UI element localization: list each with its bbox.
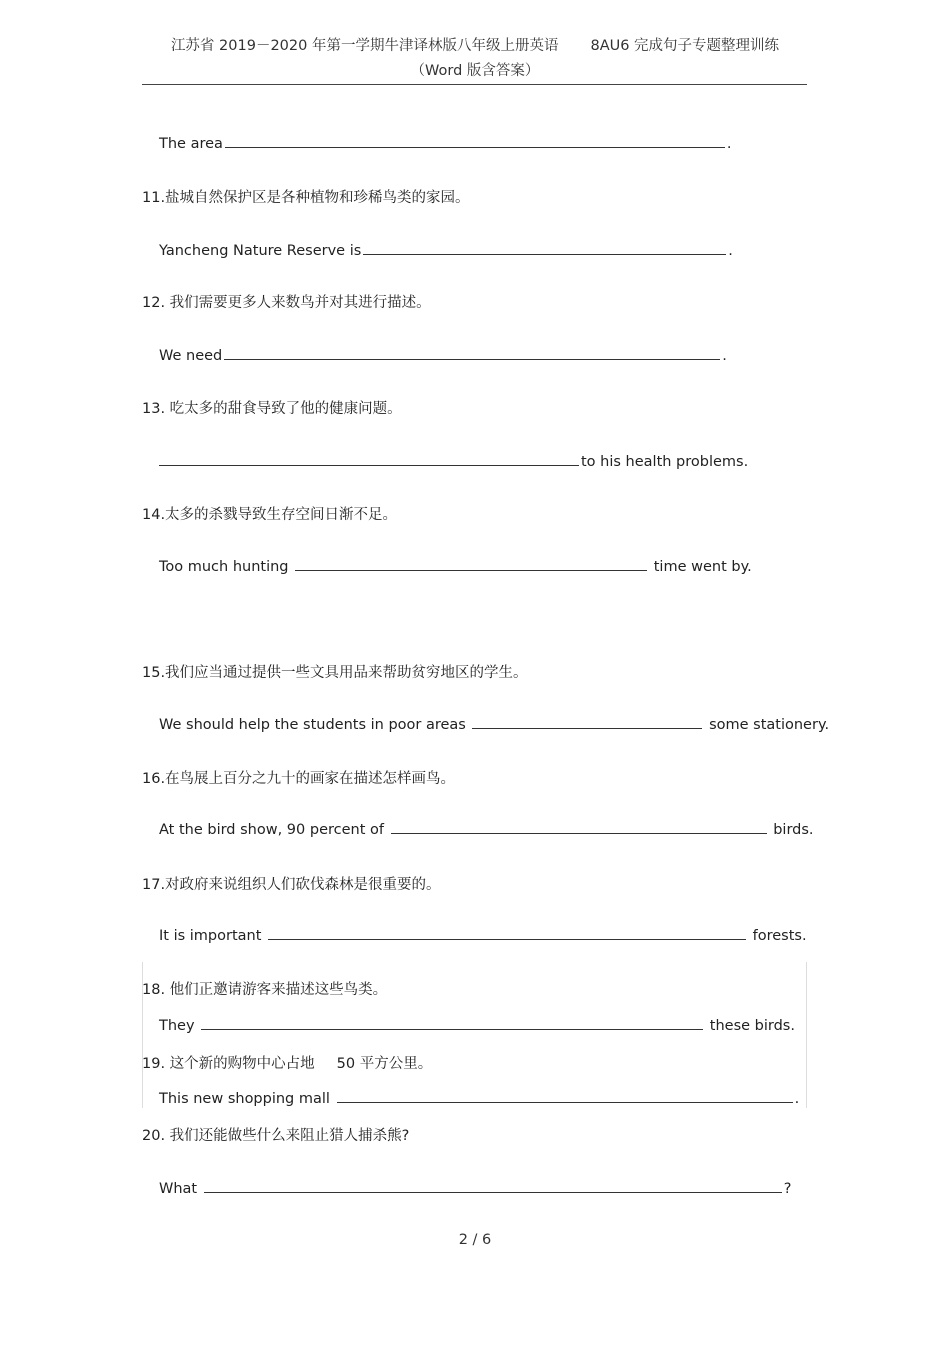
header-title-part1: 江苏省 2019－2020 年第一学期牛津译林版八年级上册英语: [170, 38, 559, 54]
answer-line-17: [159, 925, 807, 944]
answer-line-14: [159, 556, 752, 575]
answer-13-blank[interactable]: [159, 451, 579, 466]
answer-10-suffix: .: [726, 136, 732, 152]
answer-10-prefix: The area: [159, 136, 223, 152]
answer-13-suffix: to his health problems.: [581, 454, 749, 470]
page-number: 2 / 6: [458, 1232, 492, 1248]
answer-12-suffix: .: [722, 348, 727, 364]
question-18: 18. 他们正邀请游客来描述这些鸟类。: [142, 982, 388, 998]
answer-19-prefix: This new shopping mall: [159, 1091, 330, 1107]
answer-19-blank[interactable]: [337, 1088, 793, 1103]
question-12: 12. 我们需要更多人来数鸟并对其进行描述。: [142, 295, 431, 311]
question-13: 13. 吃太多的甜食导致了他的健康问题。: [142, 401, 402, 417]
header-divider: [142, 84, 807, 85]
answer-20-prefix: What: [159, 1181, 198, 1197]
answer-line-15: [159, 714, 829, 733]
box-right-border: [806, 962, 807, 1108]
question-15: 15.我们应当通过提供一些文具用品来帮助贫穷地区的学生。: [142, 665, 528, 681]
answer-line-12: [159, 345, 727, 364]
answer-18-suffix: these birds.: [709, 1018, 795, 1034]
answer-18-prefix: They: [159, 1018, 195, 1034]
answer-20-blank[interactable]: [204, 1178, 782, 1193]
answer-11-prefix: Yancheng Nature Reserve is: [159, 243, 362, 259]
answer-line-19: [159, 1088, 799, 1107]
answer-17-blank[interactable]: [268, 925, 746, 940]
question-19: [142, 1052, 432, 1073]
question-20: 20. 我们还能做些什么来阻止猎人捕杀熊?: [142, 1128, 410, 1144]
answer-line-20: [159, 1178, 791, 1197]
answer-11-blank[interactable]: [363, 240, 726, 255]
answer-line-16: [159, 819, 814, 838]
answer-14-suffix: time went by.: [653, 559, 752, 575]
answer-17-prefix: It is important: [159, 928, 262, 944]
question-11: 11.盐城自然保护区是各种植物和珍稀鸟类的家园。: [142, 190, 470, 206]
question-17: 17.对政府来说组织人们砍伐森林是很重要的。: [142, 877, 441, 893]
answer-19-suffix: .: [794, 1091, 800, 1107]
answer-16-suffix: birds.: [773, 822, 814, 838]
question-16: 16.在鸟展上百分之九十的画家在描述怎样画鸟。: [142, 771, 456, 787]
question-14: 14.太多的杀戮导致生存空间日渐不足。: [142, 507, 398, 523]
answer-20-suffix: ?: [783, 1181, 792, 1197]
answer-15-prefix: We should help the students in poor areas: [159, 717, 466, 733]
answer-14-prefix: Too much hunting: [159, 559, 289, 575]
question-19-part2: 50 平方公里。: [336, 1056, 433, 1072]
answer-16-blank[interactable]: [391, 819, 767, 834]
answer-line-13: [159, 451, 748, 470]
document-header-subtitle: （Word 版含答案）: [410, 63, 540, 79]
answer-11-suffix: .: [728, 243, 733, 259]
answer-16-prefix: At the bird show, 90 percent of: [159, 822, 384, 838]
answer-line-10: [159, 133, 732, 152]
question-19-part1: 19. 这个新的购物中心占地: [142, 1056, 315, 1072]
document-header-title: [0, 34, 950, 55]
answer-line-11: [159, 240, 733, 259]
answer-17-suffix: forests.: [752, 928, 807, 944]
answer-14-blank[interactable]: [295, 556, 647, 571]
answer-18-blank[interactable]: [201, 1015, 703, 1030]
answer-12-prefix: We need: [159, 348, 223, 364]
answer-10-blank[interactable]: [225, 133, 725, 148]
answer-15-suffix: some stationery.: [709, 717, 830, 733]
answer-line-18: [159, 1015, 795, 1034]
answer-15-blank[interactable]: [472, 714, 702, 729]
answer-12-blank[interactable]: [224, 345, 720, 360]
header-title-part2: 8AU6 完成句子专题整理训练: [590, 38, 780, 54]
